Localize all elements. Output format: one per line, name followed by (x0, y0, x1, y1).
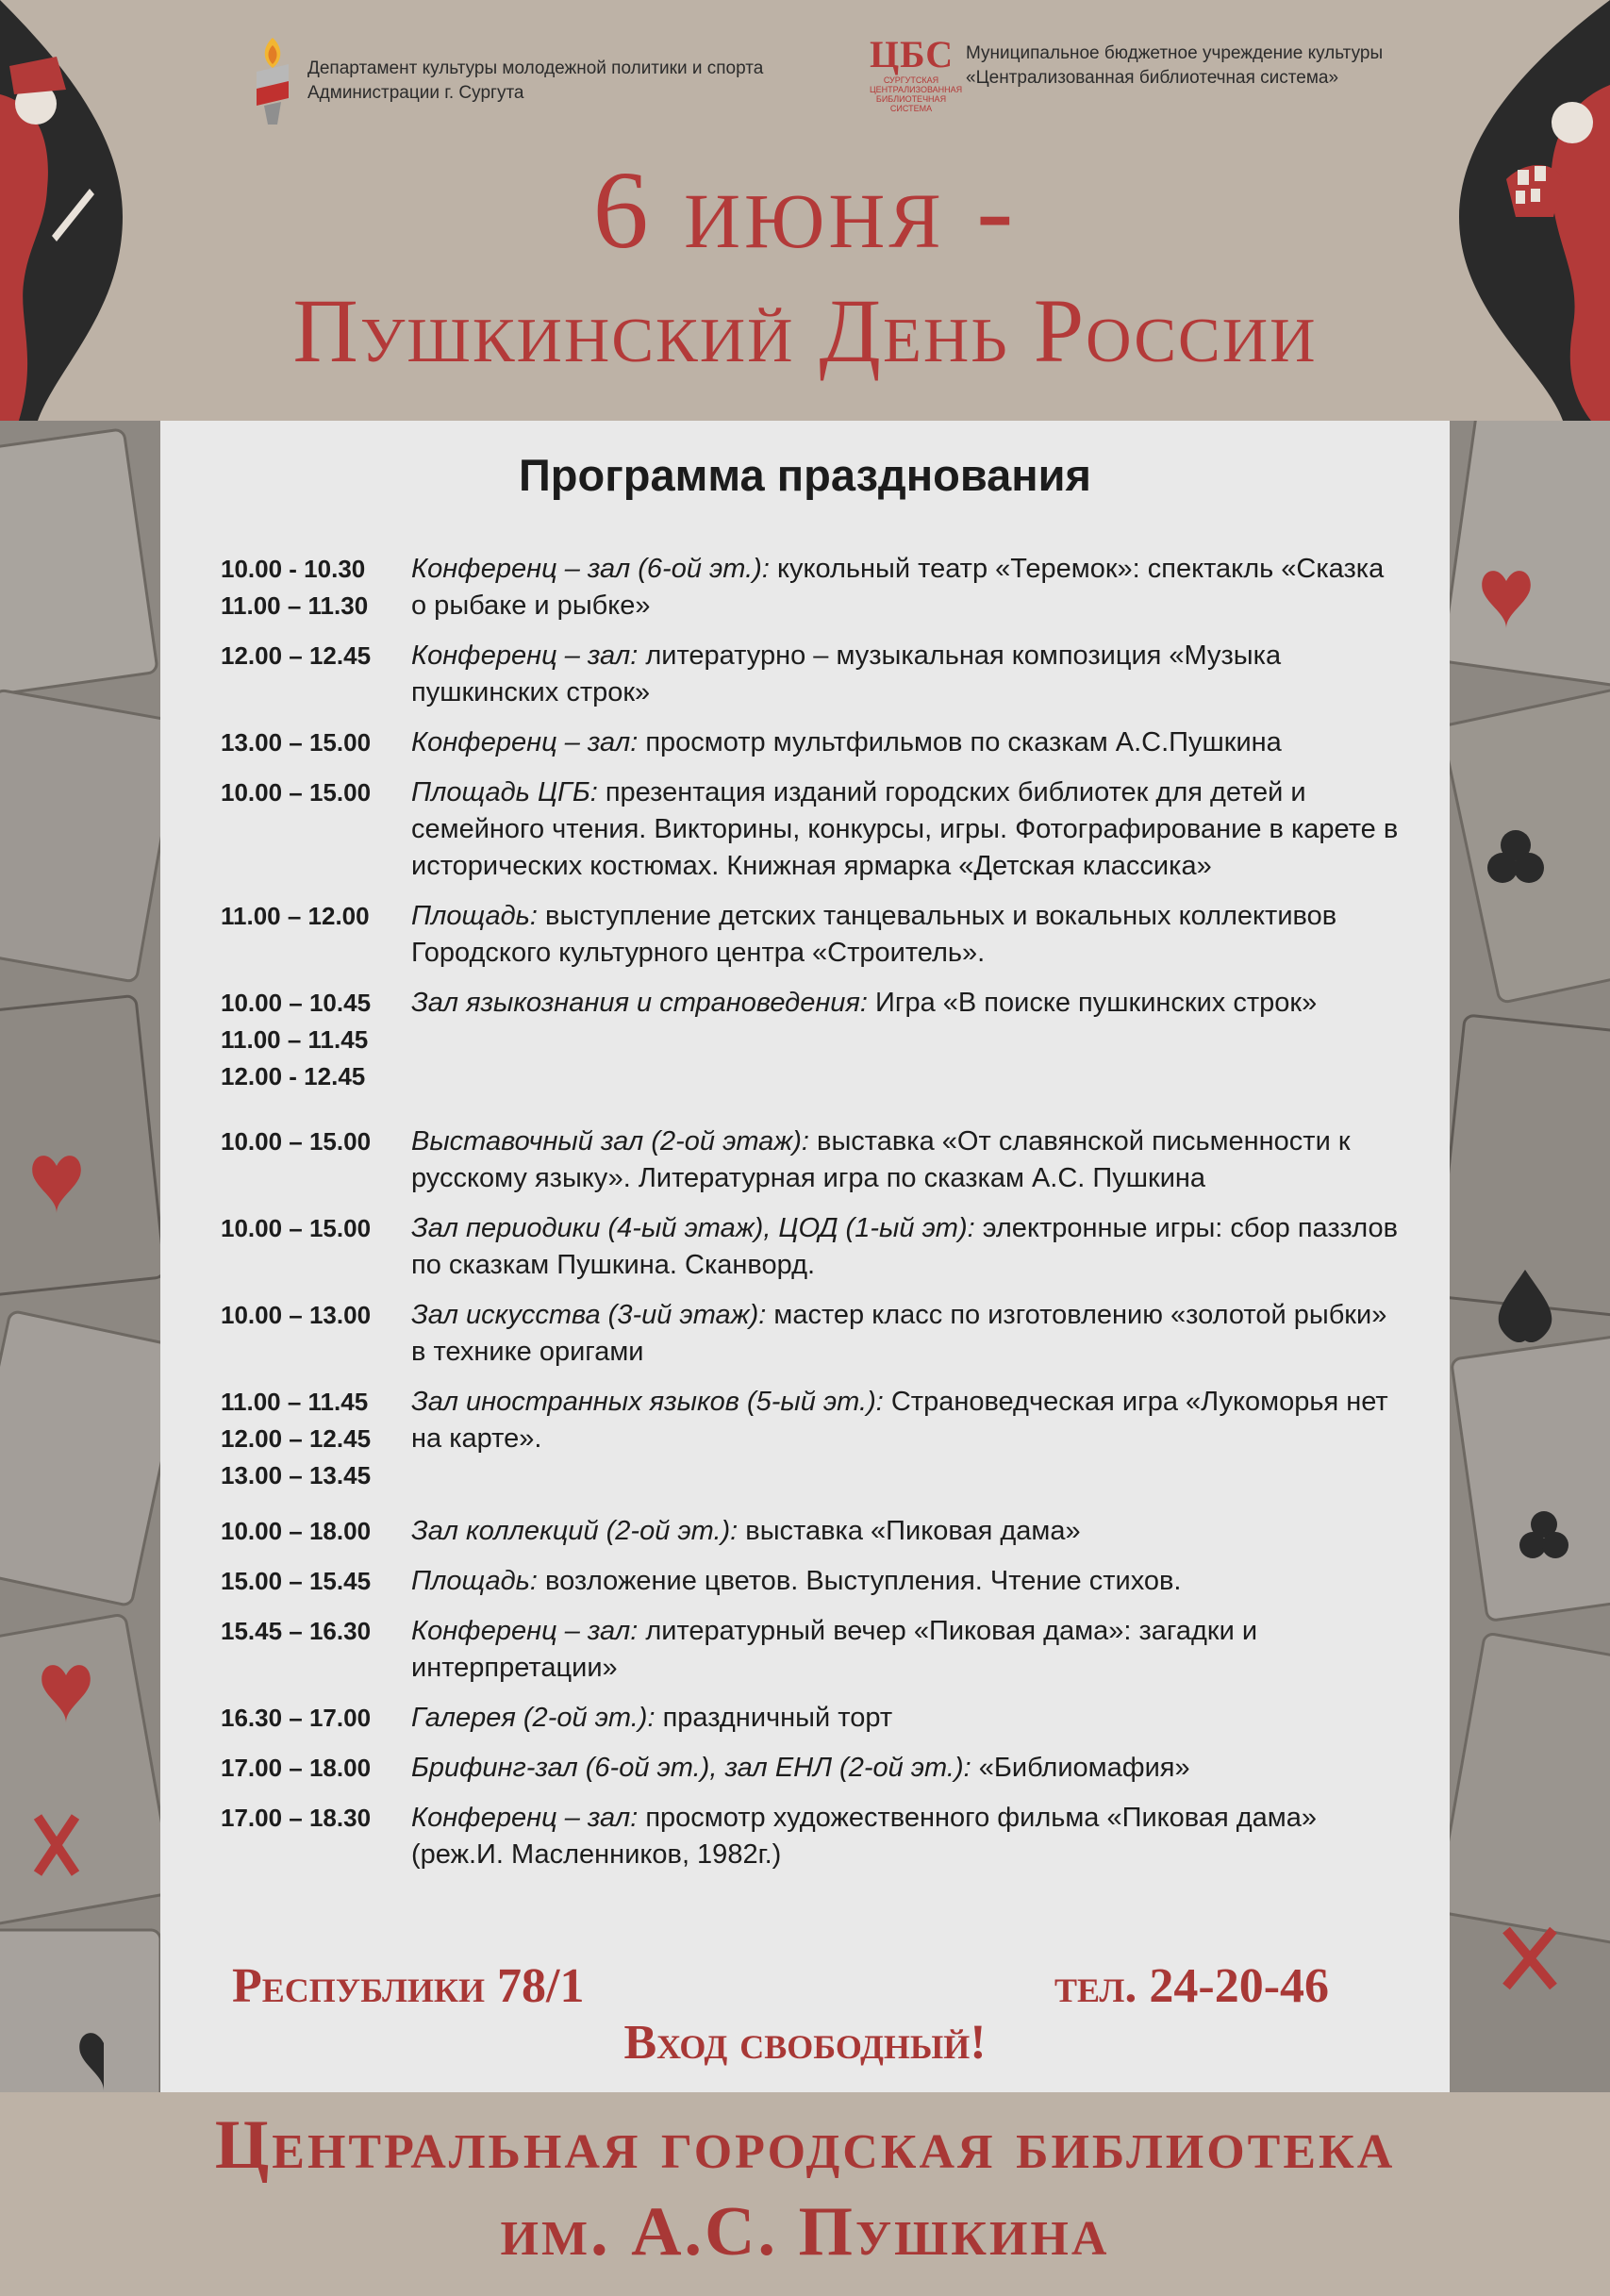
event-location: Зал искусства (3-ий этаж): (411, 1300, 767, 1330)
time-slot: 11.00 – 11.30 (221, 591, 369, 620)
playing-cards-right-decoration (1450, 421, 1610, 2092)
address: Республики 78/1 (232, 1959, 585, 2013)
institution-name-line2: «Централизованная библиотечная система» (966, 68, 1339, 88)
time-slot: 10.00 – 10.45 (221, 989, 372, 1017)
playing-cards-left-decoration (0, 421, 160, 2092)
main-title-event: Пушкинский День России (292, 280, 1318, 381)
schedule-row (221, 1563, 1409, 1600)
event-description: возложение цветов. Выступления. Чтение стихов. (537, 1566, 1182, 1596)
time-slot: 15.45 – 16.30 (221, 1617, 372, 1645)
department-name-line1: Департамент культуры молодежной политики и спорта (307, 58, 764, 78)
schedule-row (221, 724, 1409, 761)
event-location: Площадь: (411, 901, 538, 931)
department-logo-block (251, 36, 763, 126)
institution-name-line1: Муниципальное бюджетное учреждение культуры (966, 43, 1384, 63)
event-description: кукольный театр «Теремок»: спектакль «Сказка о рыбаке и рыбке» (411, 554, 1385, 621)
event-location: Площадь: (411, 1566, 538, 1596)
schedule-row (221, 985, 1409, 1095)
event-description: выставка «От славянской письменности к русскому языку». Литературная игра по сказкам А.С. Пушкина (411, 1126, 1351, 1193)
schedule-row (221, 1297, 1409, 1371)
time-slot: 13.00 – 15.00 (221, 728, 372, 757)
main-title-date: 6 июня - (592, 148, 1018, 272)
schedule-row (221, 774, 1409, 885)
schedule-row (221, 1800, 1409, 1873)
library-name: Центральная городская библиотека (214, 2106, 1396, 2184)
event-description: праздничный торт (655, 1703, 893, 1733)
schedule-row (221, 1210, 1409, 1284)
time-slot: 17.00 – 18.00 (221, 1754, 372, 1782)
program-title: Программа празднования (519, 450, 1091, 500)
schedule-row (221, 1613, 1409, 1687)
schedule-row (221, 551, 1409, 624)
event-description: просмотр художественного фильма «Пиковая дама» (реж.И. Масленников, 1982г.) (411, 1803, 1317, 1870)
event-location: Выставочный зал (2-ой этаж): (411, 1126, 809, 1156)
time-slot: 10.00 - 10.30 (221, 555, 366, 583)
cbs-logo-block (870, 34, 1383, 113)
time-slot: 12.00 - 12.45 (221, 1062, 366, 1090)
event-location: Зал коллекций (2-ой эт.): (411, 1516, 739, 1546)
schedule-row (221, 898, 1409, 972)
event-description: литературно – музыкальная композиция «Музыка пушкинских строк» (411, 641, 1282, 707)
time-slot: 11.00 – 12.00 (221, 902, 370, 930)
time-slot: 13.00 – 13.45 (221, 1461, 372, 1489)
event-location: Зал языкознания и страноведения: (411, 988, 868, 1018)
event-description: выступление детских танцевальных и вокальных коллективов Городского культурного центра «Строитель». (411, 901, 1337, 968)
schedule-row (221, 1750, 1409, 1787)
time-slot: 15.00 – 15.45 (221, 1567, 372, 1595)
time-slot: 12.00 – 12.45 (221, 641, 372, 670)
time-slot: 10.00 – 18.00 (221, 1517, 372, 1545)
event-location: Конференц – зал (6-ой эт.): (411, 554, 770, 584)
schedule-row (221, 638, 1409, 711)
event-location: Зал периодики (4-ый этаж), ЦОД (1-ый эт): (411, 1213, 975, 1243)
free-entry-notice: Вход свободный! (623, 2016, 987, 2070)
schedule-row (221, 1700, 1409, 1737)
phone-number: тел. 24-20-46 (1054, 1959, 1330, 2013)
event-location: Конференц – зал: (411, 1803, 639, 1833)
event-description: Страноведческая игра «Лукоморья нет на карте». (411, 1387, 1388, 1454)
time-slot: 10.00 – 15.00 (221, 1214, 372, 1242)
schedule-row (221, 1123, 1409, 1197)
time-slot: 10.00 – 15.00 (221, 778, 372, 807)
time-slot: 10.00 – 13.00 (221, 1301, 372, 1329)
event-location: Зал иностранных языков (5-ый эт.): (411, 1387, 884, 1417)
event-location: Конференц – зал: (411, 1616, 639, 1646)
time-slot: 16.30 – 17.00 (221, 1704, 372, 1732)
department-name-line2: Администрации г. Сургута (307, 83, 524, 103)
cbs-logo-mark: ЦБС (870, 33, 954, 75)
event-description: презентация изданий городских библиотек для детей и семейного чтения. Викторины, конкурсы, игры. Фотографирование в карете в исторических костюмах. Книжная ярмарка «Детская классика» (411, 777, 1399, 881)
event-description: литературный вечер «Пиковая дама»: загадки и интерпретации» (411, 1616, 1258, 1683)
event-location: Конференц – зал: (411, 641, 639, 671)
time-slot: 17.00 – 18.30 (221, 1804, 372, 1832)
event-description: Игра «В поиске пушкинских строк» (867, 988, 1318, 1018)
time-slot: 10.00 – 15.00 (221, 1127, 372, 1156)
event-description: электронные игры: сбор паззлов по сказкам Пушкина. Сканворд. (411, 1213, 1399, 1280)
time-slot: 11.00 – 11.45 (221, 1388, 369, 1416)
event-location: Галерея (2-ой эт.): (411, 1703, 656, 1733)
event-description: мастер класс по изготовлению «золотой рыбки» в технике оригами (411, 1300, 1387, 1367)
schedule-list (221, 551, 1409, 1873)
event-location: Площадь ЦГБ: (411, 777, 598, 807)
event-description: «Библиомафия» (971, 1753, 1190, 1783)
event-location: Брифинг-зал (6-ой эт.), зал ЕНЛ (2-ой эт.): (411, 1753, 971, 1783)
event-description: просмотр мультфильмов по сказкам А.С.Пушкина (638, 727, 1282, 757)
cbs-logo-icon (870, 33, 963, 113)
library-dedication: им. А.С. Пушкина (500, 2193, 1110, 2271)
time-slot: 12.00 – 12.45 (221, 1424, 372, 1453)
schedule-row (221, 1384, 1409, 1494)
event-location: Конференц – зал: (411, 727, 639, 757)
time-slot: 11.00 – 11.45 (221, 1025, 369, 1054)
event-description: выставка «Пиковая дама» (738, 1516, 1081, 1546)
schedule-row (221, 1513, 1409, 1550)
torch-logo-icon (251, 36, 294, 126)
cbs-logo-text: СУРГУТСКАЯ ЦЕНТРАЛИЗОВАННАЯ БИБЛИОТЕЧНАЯ СИСТЕМА (870, 75, 963, 113)
